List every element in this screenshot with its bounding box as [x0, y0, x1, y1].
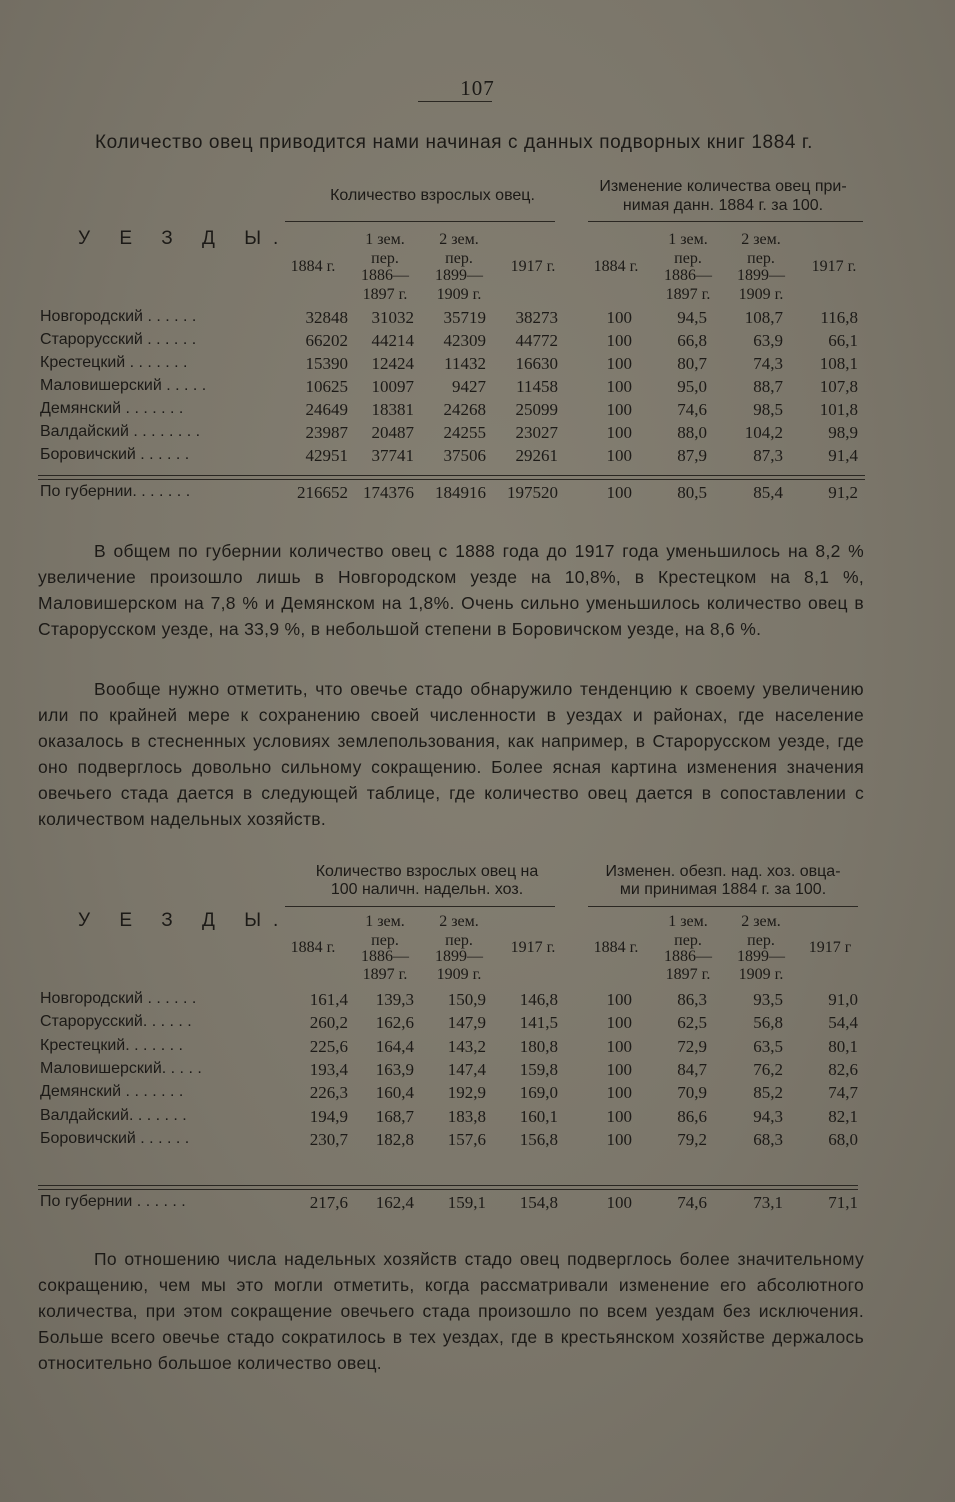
table-cell: 24268 — [443, 400, 486, 419]
table-cell: 31032 — [371, 308, 414, 327]
table-row — [0, 446, 955, 469]
table-cell: 163,9 — [375, 1059, 414, 1079]
table-cell: 74,7 — [828, 1083, 858, 1103]
table2-col-z1-d: 1897 г. — [362, 966, 408, 983]
table1-col-z1-c: 1886— — [361, 267, 409, 284]
table1-col-z1-d: 1897 г. — [362, 286, 408, 303]
total-cell: 159,1 — [447, 1193, 486, 1212]
table-row — [0, 990, 955, 1013]
table-cell: 84,7 — [677, 1059, 707, 1079]
table-cell: 141,5 — [519, 1013, 558, 1033]
table-cell: 44214 — [371, 331, 414, 350]
row-district-name: Валдайский. . . . . . . — [40, 1106, 187, 1124]
total-cell: 162,4 — [375, 1193, 414, 1212]
table-cell: 66,1 — [828, 331, 858, 350]
table-cell: 20487 — [371, 423, 414, 442]
table-cell: 147,9 — [447, 1013, 486, 1033]
table1-col-z1r-d: 1897 г. — [665, 286, 711, 303]
table-row — [0, 1060, 955, 1083]
table1-col-1917: 1917 г. — [510, 258, 556, 275]
table-cell: 32848 — [305, 308, 348, 327]
table-cell: 16630 — [515, 354, 558, 373]
table-cell: 164,4 — [375, 1036, 414, 1056]
table-cell: 100 — [606, 1059, 632, 1079]
table-cell: 82,1 — [828, 1106, 858, 1126]
table1-col-z2-c: 1899— — [435, 267, 483, 284]
table1-col-z1r-c: 1886— — [664, 267, 712, 284]
table-cell: 18381 — [371, 400, 414, 419]
table-cell: 15390 — [305, 354, 348, 373]
total-row-label: По губернии . . . . . . — [40, 1193, 186, 1210]
total-cell: 71,1 — [828, 1193, 858, 1212]
row-district-name: Валдайский . . . . . . . . — [40, 423, 201, 440]
total-cell: 184916 — [435, 483, 486, 502]
table2-col-z1-c: 1886— — [361, 948, 409, 965]
table2-col-z2r-c: 1899— — [737, 948, 785, 965]
table-cell: 12424 — [371, 354, 414, 373]
table-cell: 100 — [606, 400, 632, 419]
table-cell: 192,9 — [447, 1083, 486, 1103]
total-cell: 73,1 — [753, 1193, 783, 1212]
table-cell: 101,8 — [819, 400, 858, 419]
table-row — [0, 354, 955, 377]
table-row — [0, 1130, 955, 1153]
table-cell: 100 — [606, 354, 632, 373]
table2-col-z1r-d: 1897 г. — [665, 966, 711, 983]
table-cell: 116,8 — [820, 308, 858, 327]
page-number-rule — [418, 101, 492, 102]
table-cell: 160,4 — [375, 1083, 414, 1103]
table2-col-1884-r: 1884 г. — [593, 939, 639, 956]
table2-total-rule-2 — [38, 1189, 858, 1190]
table-cell: 10625 — [305, 377, 348, 396]
table2-col-z1-a: 1 зем. — [365, 913, 405, 930]
table2-group-left-rule — [285, 906, 555, 907]
table-total-row — [0, 1193, 955, 1216]
table1-col-z2r-b: пер. — [747, 250, 775, 267]
table-cell: 62,5 — [677, 1013, 707, 1033]
table-cell: 100 — [606, 1013, 632, 1033]
table-cell: 82,6 — [828, 1059, 858, 1079]
table2-group-right-line1: Изменен. обезп. над. хоз. овца- — [605, 863, 841, 880]
table-cell: 72,9 — [677, 1036, 707, 1056]
table2-uezdy-label: У Е З Д Ы. — [78, 910, 291, 931]
table-cell: 260,2 — [309, 1013, 348, 1033]
table-cell: 226,3 — [309, 1083, 348, 1103]
total-cell: 154,8 — [519, 1193, 558, 1212]
table-cell: 44772 — [515, 331, 558, 350]
table-cell: 70,9 — [677, 1083, 707, 1103]
table-cell: 108,1 — [819, 354, 858, 373]
table-cell: 143,2 — [447, 1036, 486, 1056]
row-district-name: Демянский . . . . . . . — [40, 400, 184, 417]
table1-col-z2r-c: 1899— — [737, 267, 785, 284]
table2-col-z2-a: 2 зем. — [439, 913, 479, 930]
table-cell: 100 — [606, 1106, 632, 1126]
table-cell: 80,1 — [828, 1036, 858, 1056]
table-cell: 146,8 — [519, 990, 558, 1009]
table1-group-left: Количество взрослых овец. — [330, 187, 535, 204]
table1-total-rule — [38, 475, 865, 476]
table2-col-z1r-a: 1 зем. — [668, 913, 708, 930]
table-cell: 100 — [606, 446, 632, 465]
row-district-name: Маловишерский . . . . . — [40, 377, 207, 394]
row-district-name: Новгородский . . . . . . — [40, 308, 197, 325]
total-cell: 100 — [606, 1193, 632, 1212]
row-district-name: Демянский . . . . . . . — [40, 1083, 184, 1101]
table2-group-left-line1: Количество взрослых овец на — [315, 863, 539, 880]
table1-col-1917-r: 1917 г. — [811, 258, 857, 275]
table-cell: 94,3 — [753, 1106, 783, 1126]
table-cell: 98,9 — [828, 423, 858, 442]
table-cell: 25099 — [515, 400, 558, 419]
table-cell: 66202 — [305, 331, 348, 350]
table2-col-1917: 1917 г. — [510, 939, 556, 956]
table-cell: 68,0 — [828, 1129, 858, 1149]
total-cell: 217,6 — [309, 1193, 348, 1212]
table1-col-z1r-a: 1 зем. — [668, 231, 708, 248]
table-cell: 76,2 — [753, 1059, 783, 1079]
table-cell: 108,7 — [744, 308, 783, 327]
row-district-name: Новгородский . . . . . . — [40, 990, 197, 1007]
table-cell: 68,3 — [753, 1129, 783, 1149]
table2-col-z1r-c: 1886— — [664, 948, 712, 965]
table1-col-z2r-a: 2 зем. — [741, 231, 781, 248]
total-cell: 216652 — [297, 483, 348, 502]
table-cell: 104,2 — [744, 423, 783, 442]
table-row — [0, 1107, 955, 1130]
row-district-name: Боровичский . . . . . . — [40, 1129, 190, 1147]
table-row — [0, 331, 955, 354]
table-cell: 225,6 — [309, 1036, 348, 1056]
row-district-name: Крестецкий. . . . . . . — [40, 1036, 183, 1054]
table2-col-z2r-d: 1909 г. — [738, 966, 784, 983]
table1-col-z1-b: пер. — [371, 250, 399, 267]
table1-col-z2-a: 2 зем. — [439, 231, 479, 248]
total-cell: 80,5 — [677, 483, 707, 502]
table-cell: 85,2 — [753, 1083, 783, 1103]
table-cell: 11432 — [444, 354, 486, 373]
table2-group-left-line2: 100 наличн. надельн. хоз. — [330, 881, 524, 898]
table-cell: 95,0 — [677, 377, 707, 396]
table-cell: 56,8 — [753, 1013, 783, 1033]
paragraph-3: По отношению числа надельных хозяйств стадо овец подверглось более значительному сокращению, чем мы это могли отметить, когда рассматривали изменение его абсолютного количества, при этом сокращение овечьего стада произошло по всем уездам без исключения. Больше всего овечье стадо сократилось в тех уездах, где в крестьянском хозяйстве держалось относительно большое количество овец. — [38, 1249, 864, 1373]
table-cell: 37506 — [443, 446, 486, 465]
table2-col-z2r-a: 2 зем. — [741, 913, 781, 930]
total-cell: 74,6 — [677, 1193, 707, 1212]
table-cell: 156,8 — [519, 1129, 558, 1149]
table-cell: 194,9 — [309, 1106, 348, 1126]
total-cell: 197520 — [507, 483, 558, 502]
table-cell: 42309 — [443, 331, 486, 350]
table1-group-right-line1: Изменение количества овец при- — [599, 178, 847, 195]
table-cell: 100 — [606, 308, 632, 327]
table-cell: 63,9 — [753, 331, 783, 350]
table-cell: 100 — [606, 1036, 632, 1056]
table1-col-z2-b: пер. — [445, 250, 473, 267]
table-cell: 193,4 — [309, 1059, 348, 1079]
table-cell: 183,8 — [447, 1106, 486, 1126]
table-row — [0, 1013, 955, 1036]
table2-col-1917-r: 1917 г — [808, 939, 852, 956]
total-cell: 91,2 — [828, 483, 858, 502]
table2-col-z2-d: 1909 г. — [436, 966, 482, 983]
paragraph-1: В общем по губернии количество овец с 1888 года до 1917 года уменьшилось на 8,2 % увеличение произошло лишь в Новгородском уезде на 10,8%, в Крестецком на 8,1 %, Маловишерском на 7,8 % и Демянском на 1,8%. Очень сильно уменьшилось количество овец в Старорусском уезде, на 33,9 %, в небольшой степени в Боровичском уезде, на 8,6 %. — [38, 541, 864, 639]
table-cell: 11458 — [516, 377, 558, 396]
table-cell: 23987 — [305, 423, 348, 442]
table1-group-right-rule — [588, 221, 863, 222]
table-cell: 38273 — [515, 308, 558, 327]
table-row — [0, 1037, 955, 1060]
table2-col-z2-c: 1899— — [435, 948, 483, 965]
table-cell: 24255 — [443, 423, 486, 442]
table-cell: 159,8 — [519, 1059, 558, 1079]
table2-total-rule — [38, 1185, 858, 1186]
table-cell: 10097 — [371, 377, 414, 396]
table1-total-rule-2 — [38, 479, 865, 480]
table-cell: 157,6 — [447, 1129, 486, 1149]
table-cell: 100 — [606, 1083, 632, 1103]
table-cell: 93,5 — [753, 990, 783, 1009]
table-cell: 86,3 — [677, 990, 707, 1009]
table-cell: 100 — [606, 331, 632, 350]
table-cell: 107,8 — [819, 377, 858, 396]
row-district-name: Старорусский . . . . . . — [40, 331, 197, 348]
table-cell: 168,7 — [375, 1106, 414, 1126]
table-row — [0, 377, 955, 400]
table-cell: 94,5 — [677, 308, 707, 327]
page-number: 107 — [460, 76, 495, 100]
paragraph-2: Вообще нужно отметить, что овечье стадо обнаружило тенденцию к своему увеличению или по крайней мере к сохранению своей численности в уездах и районах, где население оказалось в стесненных условиях землепользования, как например, в Старорусском уезде, где оно подверглось довольно сильному сокращению. Более ясная картина изменения значения овечьего стада дается в следующей таблице, где количество овец дается в сопоставлении с количеством надельных хозяйств. — [38, 679, 864, 829]
table-cell: 42951 — [305, 446, 348, 465]
row-district-name: Старорусский. . . . . . — [40, 1013, 192, 1031]
table-cell: 54,4 — [828, 1013, 858, 1033]
table-cell: 139,3 — [375, 990, 414, 1009]
table-cell: 230,7 — [309, 1129, 348, 1149]
table-cell: 66,8 — [677, 331, 707, 350]
table-cell: 29261 — [515, 446, 558, 465]
table-cell: 80,7 — [677, 354, 707, 373]
row-district-name: Маловишерский. . . . . — [40, 1059, 202, 1077]
table-cell: 161,4 — [309, 990, 348, 1009]
table-cell: 162,6 — [375, 1013, 414, 1033]
table2-col-z1-b: пер. — [371, 932, 399, 949]
table2-group-right-line2: ми принимая 1884 г. за 100. — [619, 881, 827, 898]
table2-group-right-rule — [588, 906, 858, 907]
row-district-name: Боровичский . . . . . . — [40, 446, 190, 463]
total-cell: 174376 — [363, 483, 414, 502]
table1-col-z2-d: 1909 г. — [436, 286, 482, 303]
table-cell: 9427 — [452, 377, 486, 396]
table1-group-right-line2: нимая данн. 1884 г. за 100. — [622, 197, 824, 214]
table2-col-1884: 1884 г. — [290, 939, 336, 956]
table1-col-1884: 1884 г. — [290, 258, 336, 275]
intro-line: Количество овец приводится нами начиная с данных подворных книг 1884 г. — [95, 132, 814, 153]
table2-col-z2r-b: пер. — [747, 932, 775, 949]
table-row — [0, 423, 955, 446]
table2-col-z1r-b: пер. — [674, 932, 702, 949]
table-cell: 160,1 — [519, 1106, 558, 1126]
total-cell: 100 — [606, 483, 632, 502]
table-cell: 37741 — [371, 446, 414, 465]
table-total-row — [0, 483, 955, 506]
table-cell: 74,6 — [677, 400, 707, 419]
total-row-label: По губернии. . . . . . . — [40, 483, 191, 500]
table1-uezdy-label: У Е З Д Ы. — [78, 228, 291, 249]
table-cell: 91,0 — [828, 990, 858, 1009]
table-cell: 74,3 — [753, 354, 783, 373]
table-cell: 169,0 — [519, 1083, 558, 1103]
table-cell: 24649 — [305, 400, 348, 419]
table2-col-z2-b: пер. — [445, 932, 473, 949]
table1-col-z1r-b: пер. — [674, 250, 702, 267]
table-cell: 91,4 — [828, 446, 858, 465]
table-cell: 87,9 — [677, 446, 707, 465]
table-cell: 180,8 — [519, 1036, 558, 1056]
table-cell: 88,0 — [677, 423, 707, 442]
table-cell: 23027 — [515, 423, 558, 442]
row-district-name: Крестецкий . . . . . . . — [40, 354, 188, 371]
table-cell: 100 — [606, 1129, 632, 1149]
total-cell: 85,4 — [753, 483, 783, 502]
table-cell: 100 — [606, 377, 632, 396]
table-row — [0, 400, 955, 423]
table-cell: 87,3 — [753, 446, 783, 465]
table-cell: 98,5 — [753, 400, 783, 419]
table-cell: 79,2 — [677, 1129, 707, 1149]
table-cell: 182,8 — [375, 1129, 414, 1149]
table-cell: 88,7 — [753, 377, 783, 396]
table-cell: 35719 — [443, 308, 486, 327]
table-cell: 150,9 — [447, 990, 486, 1009]
table-row — [0, 308, 955, 331]
table-cell: 86,6 — [677, 1106, 707, 1126]
table-cell: 100 — [606, 423, 632, 442]
table1-group-left-rule — [285, 221, 555, 222]
table-row — [0, 1083, 955, 1106]
table-cell: 147,4 — [447, 1059, 486, 1079]
table-cell: 100 — [606, 990, 632, 1009]
table1-col-z1-a: 1 зем. — [365, 231, 405, 248]
table1-col-z2r-d: 1909 г. — [738, 286, 784, 303]
table1-col-1884-r: 1884 г. — [593, 258, 639, 275]
table-cell: 63,5 — [753, 1036, 783, 1056]
